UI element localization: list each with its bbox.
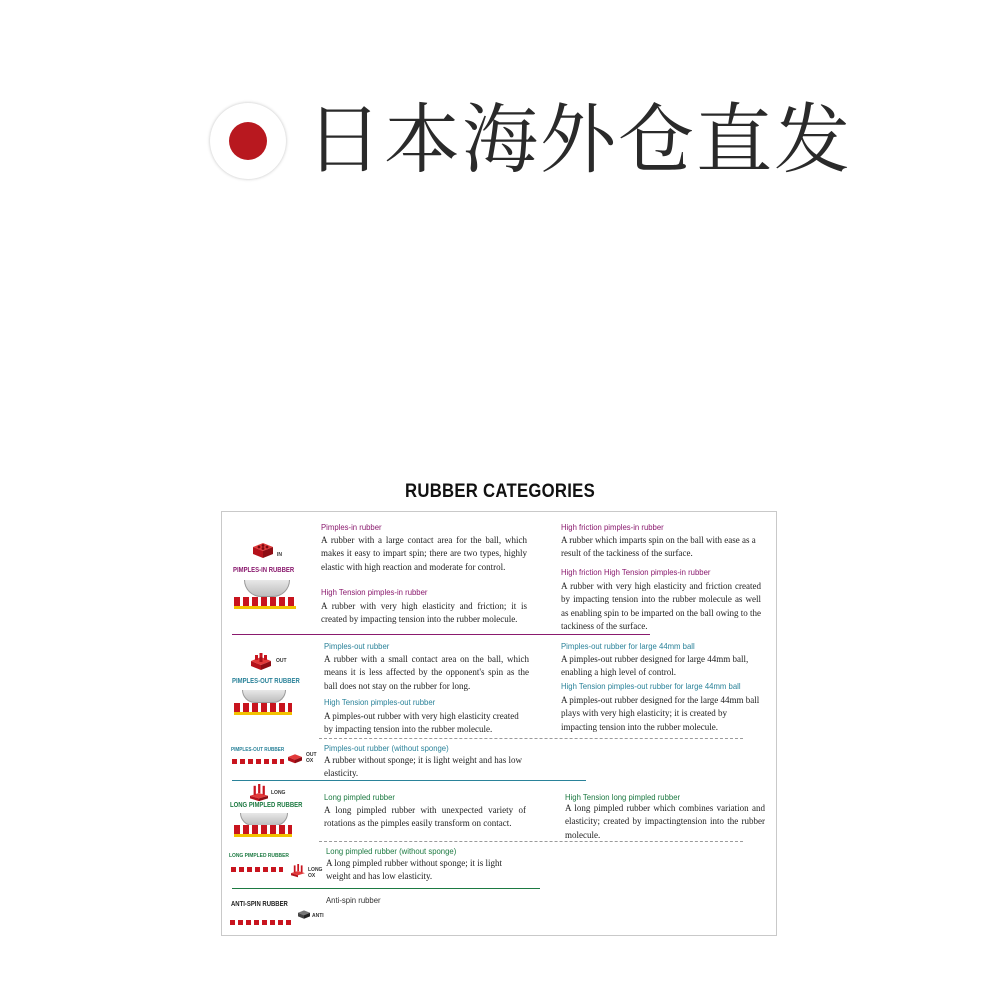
anti-spin-stripe xyxy=(230,920,292,925)
pimples-out-ox-stripe xyxy=(232,759,284,764)
banner-title: 日本海外仓直发 xyxy=(306,95,852,184)
high-tension-long-pimpled-text: A long pimpled rubber which combines variation and elasticity; created by impactingtension into the rubber molecule. xyxy=(565,803,765,840)
pimples-out-cube-icon xyxy=(250,651,272,671)
pimples-out-text: A rubber with a small contact area on the ball, which means it is less affected by the opponent's spin as the ball does not stay on the rubber for long. xyxy=(324,654,529,691)
long-pimpled-cube-icon xyxy=(249,784,269,802)
japan-flag-icon xyxy=(210,103,286,179)
rubber-categories-title: RUBBER CATEGORIES xyxy=(405,481,595,502)
ball-icon xyxy=(242,690,286,703)
pimples-out-44mm-text: A pimples-out rubber designed for large 44mm ball, enabling a high level of control. xyxy=(561,654,749,678)
pimples-out-ox-heading: Pimples-out rubber (without sponge) xyxy=(324,743,449,753)
long-pimpled-icon-label: LONG PIMPLED RUBBER xyxy=(230,802,303,809)
pimples-in-text: A rubber with a large contact area for the ball, which makes it easy to impart spin; there are two types, highly elastic with high reaction and moderate for control. xyxy=(321,535,527,572)
pimples-out-icon-label: PIMPLES-OUT RUBBER xyxy=(232,678,300,685)
banner xyxy=(0,95,1000,190)
high-tension-pimples-out-text: A pimples-out rubber with very high elasticity created by impacting tension into the rubber molecule. xyxy=(324,711,519,735)
pimples-out-ox-cube-icon xyxy=(287,750,303,764)
high-tension-pimples-out-44mm-heading: High Tension pimples-out rubber for large 44mm ball xyxy=(561,681,741,691)
pimples-in-cube-icon xyxy=(252,541,274,559)
pimples-in-rubber-stripe xyxy=(234,597,296,609)
anti-spin-icon-label: ANTI-SPIN RUBBER xyxy=(231,901,288,908)
pimples-in-heading: Pimples-in rubber xyxy=(321,522,382,532)
section-divider-teal xyxy=(232,780,586,781)
long-pimpled-ox-tag: LONG OX xyxy=(308,867,323,879)
section-divider-dashed xyxy=(319,841,743,842)
long-pimpled-ox-icon-label: LONG PIMPLED RUBBER xyxy=(229,853,289,859)
high-tension-pimples-out-heading: High Tension pimples-out rubber xyxy=(324,697,436,707)
pimples-out-ox-text: A rubber without sponge; it is light weight and has low elasticity. xyxy=(324,755,522,779)
pimples-out-tag: OUT xyxy=(276,658,287,664)
section-divider-dashed xyxy=(319,738,743,739)
pimples-out-rubber-stripe xyxy=(234,703,292,715)
long-pimpled-text: A long pimpled rubber with unexpected variety of rotations as the pimples easily transform on contact. xyxy=(324,805,526,829)
high-tension-pimples-in-text: A rubber with very high elasticity and friction; it is created by impacting tension into the rubber molecule. xyxy=(321,601,527,625)
anti-spin-cube-icon xyxy=(297,908,311,920)
ball-icon xyxy=(244,580,290,597)
pimples-out-ox-tag: OUT OX xyxy=(306,752,317,764)
high-friction-pimples-in-text: A rubber which imparts spin on the ball with ease as a result of the tackiness of the surface. xyxy=(561,535,756,559)
high-tension-long-pimpled-heading: High Tension long pimpled rubber xyxy=(565,792,681,802)
section-divider-purple xyxy=(232,634,650,635)
high-tension-pimples-out-44mm-text: A pimples-out rubber designed for the large 44mm ball plays with very high elasticity; it is created by impacting tension into the rubber molecule. xyxy=(561,695,760,732)
long-pimpled-rubber-stripe xyxy=(234,825,292,837)
pimples-out-heading: Pimples-out rubber xyxy=(324,641,390,651)
long-pimpled-ox-stripe xyxy=(231,867,283,872)
high-tension-pimples-in-heading: High Tension pimples-in rubber xyxy=(321,587,428,597)
pimples-out-44mm-heading: Pimples-out rubber for large 44mm ball xyxy=(561,641,695,651)
high-friction-pimples-in-heading: High friction pimples-in rubber xyxy=(561,522,664,532)
pimples-in-tag: IN xyxy=(277,552,282,558)
high-friction-high-tension-heading: High friction High Tension pimples-in rubber xyxy=(561,567,711,577)
high-friction-high-tension-text: A rubber with very high elasticity and friction created by impacting tension into the rubber molecule as well as enabling spin to be imparted on the ball owing to the tackiness of the surface. xyxy=(561,581,761,632)
flag-red-dot xyxy=(229,122,267,160)
pimples-in-icon-label: PIMPLES-IN RUBBER xyxy=(233,567,295,574)
long-pimpled-tag: LONG xyxy=(271,790,286,796)
rubber-categories-panel xyxy=(221,511,777,936)
long-pimpled-heading: Long pimpled rubber xyxy=(324,792,395,802)
anti-spin-heading: Anti-spin rubber xyxy=(326,895,381,905)
long-pimpled-ox-heading: Long pimpled rubber (without sponge) xyxy=(326,846,457,856)
long-pimpled-ox-text: A long pimpled rubber without sponge; it is light weight and has low elasticity. xyxy=(326,858,502,882)
anti-spin-tag: ANTI xyxy=(312,913,324,919)
pimples-out-ox-icon-label: PIMPLES-OUT RUBBER xyxy=(231,747,285,753)
section-divider-green xyxy=(232,888,540,889)
long-pimpled-ox-cube-icon xyxy=(290,864,306,878)
